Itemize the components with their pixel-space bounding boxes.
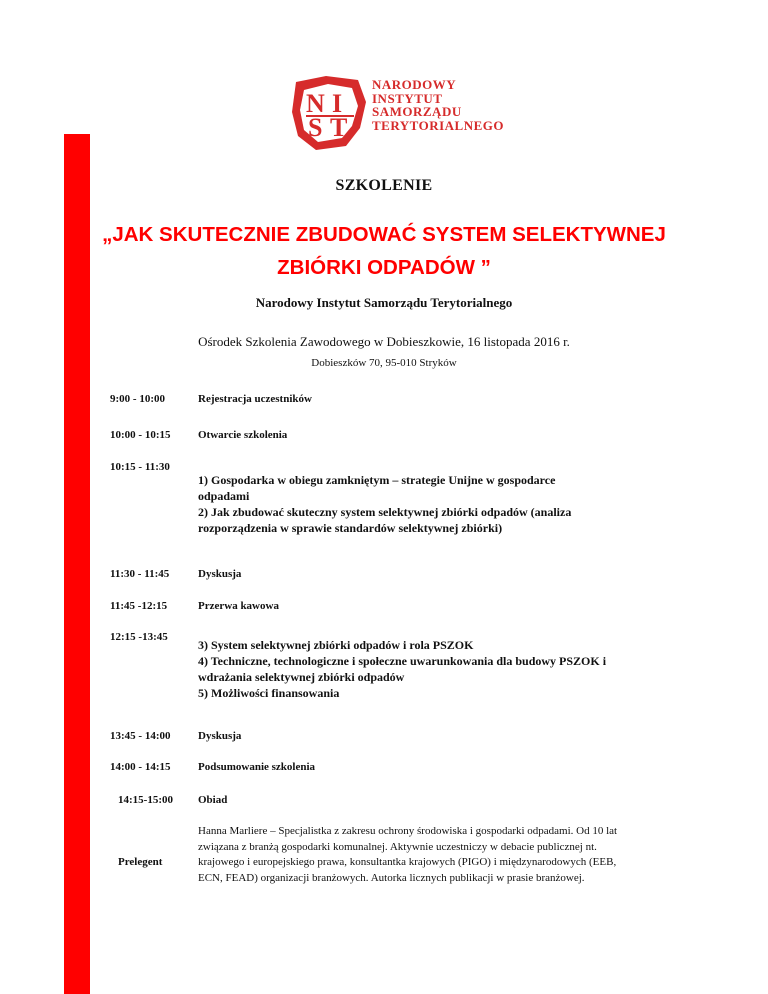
agenda-item [198, 637, 678, 701]
venue-date: Ośrodek Szkolenia Zawodowego w Dobieszkowie, 16 listopada 2016 r. [198, 334, 570, 349]
speaker-label: Prelegent [118, 856, 163, 868]
logo-line: NARODOWY [372, 77, 457, 92]
agenda-time: 14:15-15:00 [118, 794, 173, 806]
document-label: SZKOLENIE [335, 177, 433, 194]
agenda-item: Dyskusja [198, 730, 242, 742]
organizer: Narodowy Instytut Samorządu Terytorialnego [255, 295, 513, 310]
agenda-item: Rejestracja uczestników [198, 393, 312, 405]
agenda-line: 4) Techniczne, technologiczne i społeczne uwarunkowania dla budowy PSZOK i [198, 654, 607, 668]
training-title [0, 218, 768, 284]
speaker-bio [198, 824, 678, 886]
agenda-item: Podsumowanie szkolenia [198, 761, 316, 773]
agenda-item: Dyskusja [198, 568, 242, 580]
agenda-line: 5) Możliwości finansowania [198, 686, 340, 700]
agenda-item: Obiad [198, 794, 228, 806]
agenda-item: Przerwa kawowa [198, 600, 279, 612]
title-line: „JAK SKUTECZNIE ZBUDOWAĆ SYSTEM SELEKTYWNEJ [102, 223, 666, 246]
agenda-time: 14:00 - 14:15 [110, 761, 171, 773]
agenda-time: 11:45 -12:15 [110, 600, 168, 612]
agenda-time: 9:00 - 10:00 [110, 393, 165, 405]
nist-emblem-icon [286, 72, 372, 152]
logo-line: SAMORZĄDU [372, 104, 462, 119]
logo-text [372, 78, 504, 132]
title-line: ZBIÓRKI ODPADÓW ” [277, 256, 491, 279]
agenda-line: 3) System selektywnej zbiórki odpadów i rola PSZOK [198, 638, 474, 652]
nist-logo [286, 72, 516, 152]
svg-text:N: N [306, 89, 325, 118]
agenda-time: 10:00 - 10:15 [110, 429, 171, 441]
agenda-line: 1) Gospodarka w obiegu zamkniętym – strategie Unijne w gospodarce [198, 473, 556, 487]
agenda-item: Otwarcie szkolenia [198, 429, 288, 441]
venue-address: Dobieszków 70, 95-010 Stryków [311, 357, 457, 369]
logo-line: INSTYTUT [372, 90, 443, 106]
bio-line: związana z branżą gospodarki komunalnej. Aktywnie uczestniczy w debacie publicznej nt. [198, 840, 597, 853]
agenda-time: 13:45 - 14:00 [110, 730, 171, 742]
agenda-row [110, 629, 670, 719]
agenda-line: wdrażania selektywnej zbiórki odpadów [198, 670, 405, 684]
agenda-item [198, 472, 678, 536]
svg-text:I: I [332, 89, 343, 118]
bio-line: krajowego i europejskiego prawa, konsultantka krajowych (PIGO) i międzynarodowych (EEB, [198, 856, 617, 868]
bio-line: Hanna Marliere – Specjalistka z zakresu ochrony środowiska i gospodarki odpadami. Od 10 lat [198, 825, 618, 837]
agenda-line: 2) Jak zbudować skuteczny system selektywnej zbiórki odpadów (analiza [198, 505, 572, 519]
svg-text:T: T [330, 113, 348, 142]
svg-text:S: S [308, 113, 323, 142]
logo-line: TERYTORIALNEGO [372, 117, 504, 133]
agenda-time: 11:30 - 11:45 [110, 568, 170, 580]
agenda-line: rozporządzenia w sprawie standardów selektywnej zbiórki) [198, 521, 503, 535]
bio-line: ECN, FEAD) organizacji branżowych. Autorka licznych publikacji w prasie branżowej. [198, 871, 585, 884]
agenda-line: odpadami [198, 489, 250, 503]
agenda-time: 12:15 -13:45 [110, 631, 168, 643]
agenda-time: 10:15 - 11:30 [110, 461, 170, 473]
agenda-row [110, 459, 670, 549]
